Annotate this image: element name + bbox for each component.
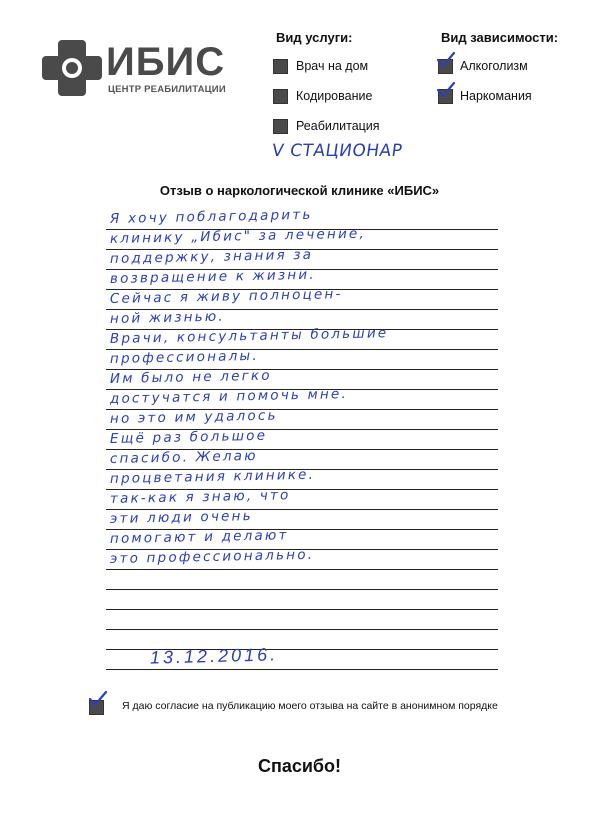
handwritten-service-note: V СТАЦИОНАР xyxy=(270,141,404,161)
logo-cross-icon xyxy=(40,38,104,98)
logo-subtitle: ЦЕНТР РЕАБИЛИТАЦИИ xyxy=(108,84,226,95)
review-line: Им было не легко xyxy=(109,367,272,387)
review-line: ной жизнью. xyxy=(109,308,226,327)
review-line: Врачи, консультанты большие xyxy=(109,325,389,347)
review-line: эти люди очень xyxy=(109,508,253,527)
review-line: так-как я знаю, что xyxy=(109,487,291,507)
form-title: Отзыв о наркологической клинике «ИБИС» xyxy=(159,183,440,198)
checkmark-icon xyxy=(436,81,456,99)
review-line: но это им удалось xyxy=(109,407,278,427)
review-line: возвращение к жизни. xyxy=(109,266,316,287)
review-line: достучатся и помочь мне. xyxy=(109,386,349,407)
review-line: Ещё раз большое xyxy=(109,427,268,447)
service-option-coding: Кодирование xyxy=(296,89,373,103)
review-line: спасибо. Желаю xyxy=(109,447,258,467)
consent-label: Я даю согласие на публикацию моего отзыва на сайте в анонимном порядке xyxy=(122,700,498,712)
review-line: помогают и делают xyxy=(109,527,289,547)
service-option-doctor: Врач на дом xyxy=(296,59,369,73)
logo-name: ИБИС xyxy=(106,40,226,84)
review-line: это профессионально. xyxy=(109,546,315,567)
checkmark-icon xyxy=(88,690,108,708)
dependency-option-alcohol: Алкоголизм xyxy=(460,59,528,73)
dependency-heading: Вид зависимости: xyxy=(441,30,559,45)
service-checkbox-doctor[interactable] xyxy=(273,59,288,74)
review-line: Сейчас я живу полноцен- xyxy=(109,286,343,307)
review-line: Я хочу поблагодарить xyxy=(109,206,313,227)
clinic-logo xyxy=(40,38,240,98)
service-checkbox-rehab[interactable] xyxy=(273,119,288,134)
review-line: профессионалы. xyxy=(109,347,259,367)
handwritten-date: 13.12.2016. xyxy=(149,644,279,668)
review-line: поддержку, знания за xyxy=(109,246,314,267)
service-checkbox-coding[interactable] xyxy=(273,89,288,104)
review-line: процветания клинике. xyxy=(109,466,316,487)
thanks-text: Спасибо! xyxy=(257,756,342,776)
service-option-rehab: Реабилитация xyxy=(296,119,380,133)
checkmark-icon xyxy=(436,51,456,69)
service-heading: Вид услуги: xyxy=(276,30,353,45)
review-line: клинику „Ибис" за лечение, xyxy=(109,225,367,247)
dependency-option-drugs: Наркомания xyxy=(460,89,532,103)
